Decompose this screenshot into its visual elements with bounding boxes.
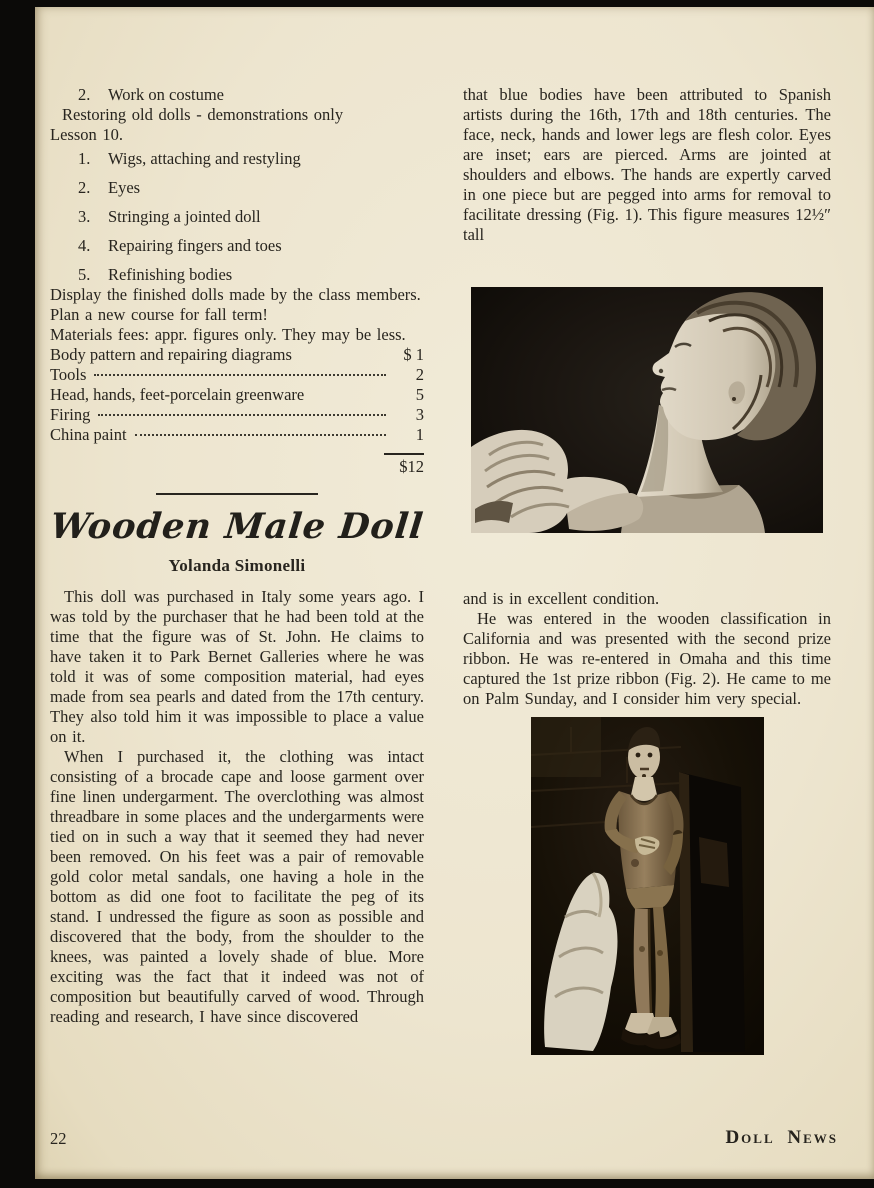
fee-price: 3	[415, 405, 424, 424]
fee-row	[50, 385, 424, 405]
list-number: 2.	[78, 85, 91, 104]
list-text: Stringing a jointed doll	[108, 207, 261, 226]
figure-1-photo-carved-head-praying-hands	[471, 287, 823, 533]
book-spine-page-edges	[4, 6, 35, 1180]
figure-1	[463, 287, 831, 533]
note-paragraph: Materials fees: appr. figures only. They may be less.	[50, 325, 406, 344]
list-number: 4.	[78, 236, 91, 255]
article-byline: Yolanda Simonelli	[168, 556, 306, 575]
fee-total: $12	[399, 457, 424, 476]
right-column	[463, 85, 831, 1055]
dot-leader	[98, 414, 386, 416]
magazine-page	[35, 7, 874, 1179]
body-paragraph: and is in excellent condition.	[463, 589, 660, 608]
figure-2	[463, 717, 831, 1055]
dot-leader	[94, 374, 386, 376]
fee-price: 5	[415, 385, 424, 404]
restoring-line: Restoring old dolls - demonstrations only	[62, 105, 344, 124]
fee-label: Head, hands, feet-porcelain greenware	[50, 385, 305, 404]
fee-label: China paint	[50, 425, 127, 444]
list-item	[50, 207, 424, 227]
list-number: 1.	[78, 149, 91, 168]
magazine-name: Doll News	[725, 1127, 838, 1148]
list-text: Repairing fingers and toes	[108, 236, 282, 255]
materials-fee-table	[50, 345, 424, 477]
fee-label: Firing	[50, 405, 91, 424]
list-number: 3.	[78, 207, 91, 226]
list-text: Eyes	[108, 178, 141, 197]
list-item	[50, 85, 424, 105]
fee-label: Body pattern and repairing diagrams	[50, 345, 292, 364]
list-item	[50, 236, 424, 256]
fee-price: 1	[415, 425, 424, 444]
dot-leader	[135, 434, 386, 436]
list-text: Refinishing bodies	[108, 265, 233, 284]
fee-row	[50, 405, 424, 425]
lesson-line: Lesson 10.	[50, 125, 123, 144]
list-number: 5.	[78, 265, 91, 284]
fee-price: 2	[415, 365, 424, 384]
fee-price: $ 1	[403, 345, 424, 364]
body-paragraph: This doll was purchased in Italy some years ago. I was told by the purchaser that he had been told at the time that the figure was of St. John. He claims to have taken it to Park Bernet Galleries where he was told it was of some composition material, had eyes made from sea pearls and dated from the 17th century. They also told him it was impossible to place a value on it.	[50, 587, 424, 746]
body-paragraph: When I purchased it, the clothing was intact consisting of a brocade cape and loose garment over fine linen undergarment. The overclothing was almost threadbare in some places and the undergarments were tied on in such a way that it seemed they had never been removed. On his feet was a pair of removable gold color metal sandals, one having a hole in the bottom as did one foot to facilitate the peg of its stand. I undressed the figure as soon as possible and discovered that the body, from the shoulder to the knees, was painted a lovely shade of blue. More exciting was the fact that it indeed was not of composition but beautifully carved of wood. Through reading and research, I have since discovered	[50, 747, 424, 1026]
note-paragraph: Plan a new course for fall term!	[50, 305, 268, 324]
list-number: 2.	[78, 178, 91, 197]
body-paragraph: that blue bodies have been attributed to Spanish artists during the 16th, 17th and 18th centuries. The face, neck, hands and lower legs are flesh color. Eyes are inset; ears are pierced. Arms are jointed at shoulders and elbows. The hands are expertly carved in one piece but are pegged into arms for removal to facilitate dressing (Fig. 1). This figure measures 12½″ tall	[463, 85, 831, 244]
body-paragraph: He was entered in the wooden classification in California and was presented with the second prize ribbon. He was re-entered in Omaha and this time captured the 1st prize ribbon (Fig. 2). He came to me on Palm Sunday, and I consider him very special.	[463, 609, 831, 708]
figure-2-photo-standing-wooden-doll	[531, 717, 764, 1055]
page-number: 22	[50, 1129, 67, 1148]
fee-row	[50, 345, 424, 365]
list-text: Wigs, attaching and restyling	[108, 149, 301, 168]
note-paragraph: Display the finished dolls made by the class members.	[50, 285, 421, 304]
list-item	[50, 178, 424, 198]
total-rule	[384, 453, 424, 455]
fee-row	[50, 365, 424, 385]
fee-row	[50, 425, 424, 445]
list-text: Work on costume	[108, 85, 224, 104]
left-column	[50, 85, 424, 1027]
fee-label: Tools	[50, 365, 87, 384]
section-divider-rule	[156, 493, 318, 495]
list-item	[50, 265, 424, 285]
list-item	[50, 149, 424, 169]
article-title: Wooden Male Doll	[48, 506, 426, 547]
